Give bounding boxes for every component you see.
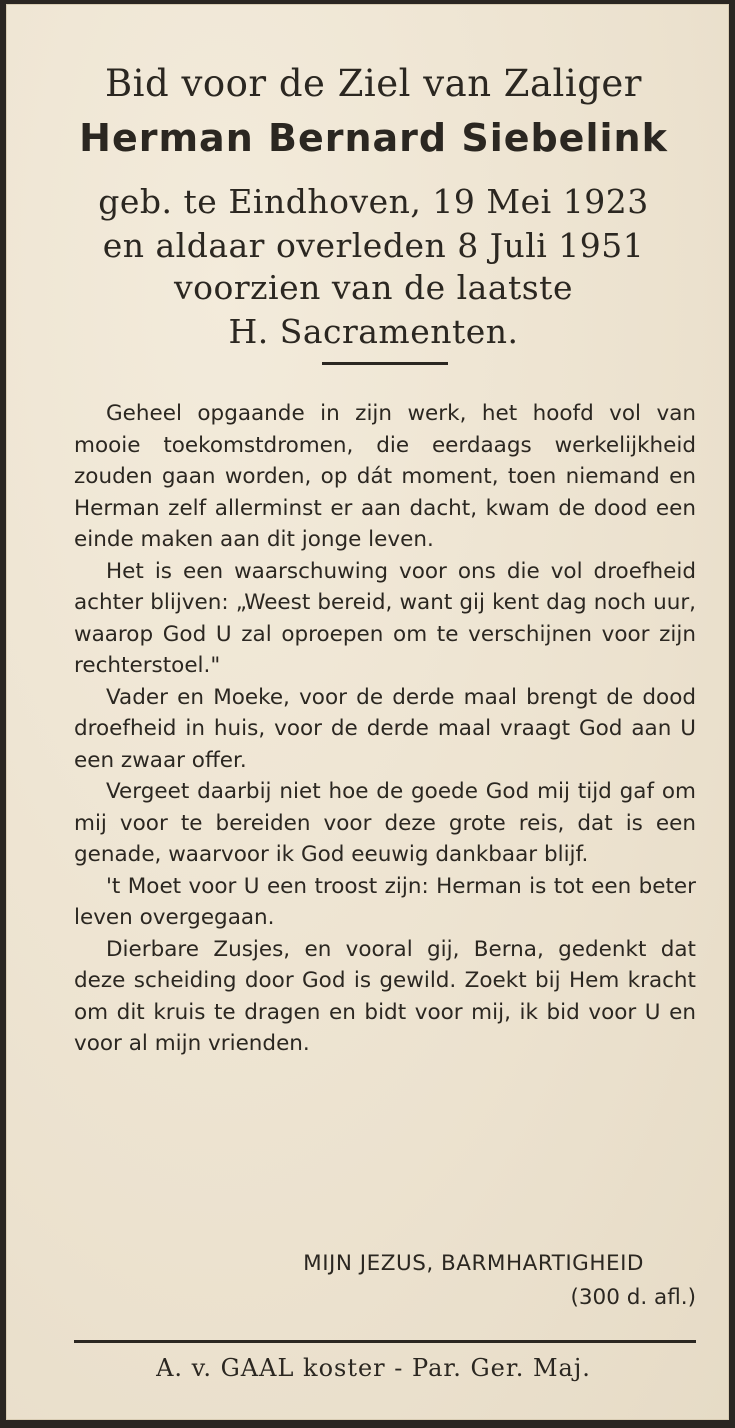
paragraph: Geheel opgaande in zijn werk, het hoofd vol van mooie toekomstdromen, die eerdaags werkelijkheid zouden gaan worden, op dát moment, toen niemand en Herman zelf allerminst er aan dacht, kwam de dood een einde maken aan dit jonge leven. <box>74 401 696 552</box>
paragraph: Het is een waarschuwing voor ons die vol droefheid achter blijven: „Weest bereid, want gij kent dag noch uur, waarop God U zal oproepen om te verschijnen voor zijn rechterstoel." <box>74 558 696 678</box>
paragraph: Vergeet daarbij niet hoe de goede God mij tijd gaf om mij voor te bereiden voor deze grote reis, dat is een genade, waarvoor ik God eeuwig dankbaar blijf. <box>74 779 696 867</box>
divider-short <box>322 362 448 365</box>
deceased-name: Herman Bernard Siebelink <box>79 116 668 160</box>
prayer-heading: Bid voor de Ziel van Zaliger <box>104 62 642 105</box>
birth-line: geb. te Eindhoven, 19 Mei 1923 <box>98 182 649 221</box>
paragraph: 't Moet voor U een troost zijn: Herman is tot een beter leven overgegaan. <box>74 873 696 930</box>
indulgence-note: (300 d. afl.) <box>570 1285 696 1310</box>
death-line: en aldaar overleden 8 Juli 1951 <box>102 226 645 265</box>
paragraph: Dierbare Zusjes, en vooral gij, Berna, gedenkt dat deze scheiding door God is gewild. Zoekt bij Hem kracht om dit kruis te dragen en bidt voor mij, ik bid voor U en voor al mijn vrienden. <box>74 936 696 1056</box>
divider-long <box>74 1340 696 1343</box>
sacraments-line-2: H. Sacramenten. <box>228 312 519 351</box>
memorial-card <box>6 4 729 1420</box>
paragraph: Vader en Moeke, voor de derde maal brengt de dood droefheid in huis, voor de derde maal vraagt God aan U een zwaar offer. <box>74 684 696 773</box>
printer-footer: A. v. GAAL koster - Par. Ger. Maj. <box>156 1354 591 1382</box>
sacraments-line-1: voorzien van de laatste <box>174 268 573 307</box>
memorial-text <box>74 398 696 1060</box>
closing-prayer: MIJN JEZUS, BARMHARTIGHEID <box>303 1251 644 1276</box>
